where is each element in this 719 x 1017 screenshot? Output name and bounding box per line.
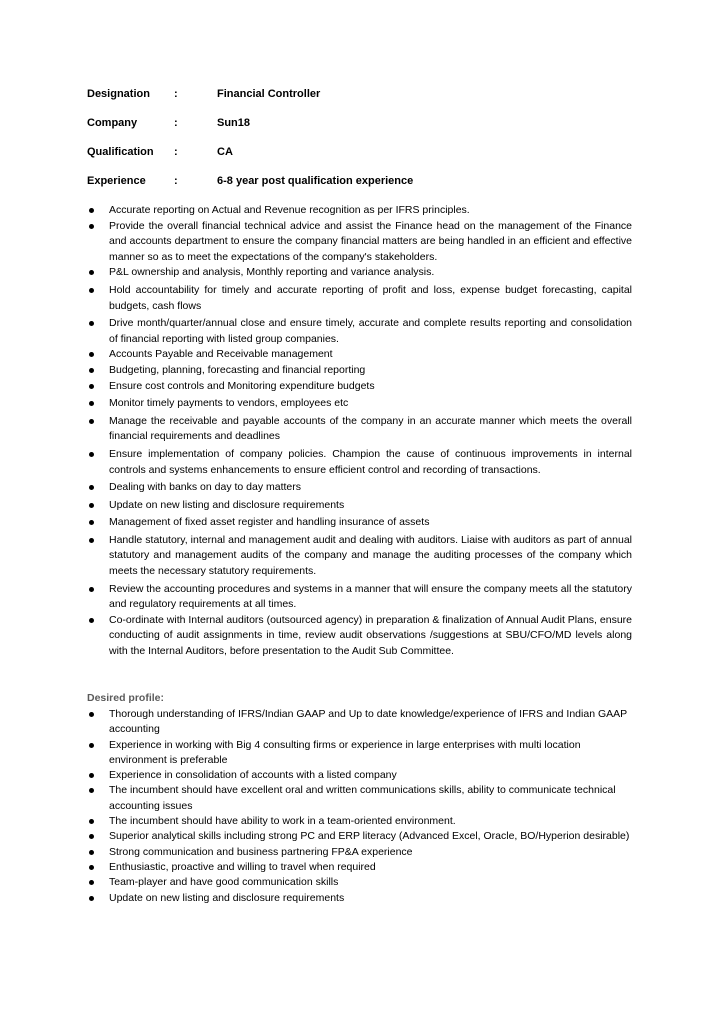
responsibility-item: Accurate reporting on Actual and Revenue recognition as per IFRS principles.: [87, 203, 632, 219]
qualification-value: CA: [217, 146, 233, 158]
responsibility-item: Monitor timely payments to vendors, employees etc: [87, 396, 632, 412]
responsibilities-list: [87, 203, 632, 660]
profile-item: Thorough understanding of IFRS/Indian GAAP and Up to date knowledge/experience of IFRS and Indian GAAP accounting: [87, 707, 632, 738]
profile-item: Experience in working with Big 4 consulting firms or experience in large enterprises with multi location environment is preferable: [87, 738, 632, 769]
responsibility-item: Review the accounting procedures and systems in a manner that will ensure the company meets all the statutory and regulatory requirements at all times.: [87, 582, 632, 613]
profile-item: Team-player and have good communication skills: [87, 875, 632, 890]
profile-item: Update on new listing and disclosure requirements: [87, 891, 632, 906]
experience-label: Experience: [87, 175, 146, 187]
responsibility-item: P&L ownership and analysis, Monthly reporting and variance analysis.: [87, 265, 632, 281]
responsibility-item: Ensure cost controls and Monitoring expenditure budgets: [87, 379, 632, 395]
responsibility-item: Handle statutory, internal and management audit and dealing with auditors. Liaise with auditors as part of annual statutory and management audits of the company and manage the auditing processes of the company which meets the necessary statutory requirements.: [87, 533, 632, 580]
responsibility-item: Management of fixed asset register and handling insurance of assets: [87, 515, 632, 531]
profile-item: Experience in consolidation of accounts with a listed company: [87, 768, 632, 783]
responsibility-item: Update on new listing and disclosure requirements: [87, 498, 632, 514]
responsibility-item: Provide the overall financial technical advice and assist the Finance head on the management of the Finance and accounts department to ensure the company financial matters are being handled in an efficient and effective manner so as to meet the expectations of the company's stakeholders.: [87, 219, 632, 266]
company-colon: :: [174, 117, 178, 129]
experience-value: 6-8 year post qualification experience: [217, 175, 414, 187]
responsibility-item: Drive month/quarter/annual close and ensure timely, accurate and complete results reporting and consolidation of financial reporting with listed group companies.: [87, 316, 632, 347]
profile-item: Superior analytical skills including strong PC and ERP literacy (Advanced Excel, Oracle, BO/Hyperion desirable): [87, 829, 632, 844]
job-summary: [87, 87, 647, 203]
responsibility-item: Hold accountability for timely and accurate reporting of profit and loss, expense budget forecasting, capital budgets, cash flows: [87, 283, 632, 314]
designation-label: Designation: [87, 88, 150, 100]
designation-row: [87, 87, 647, 116]
desired-profile-heading: Desired profile:: [87, 692, 165, 704]
experience-colon: :: [174, 175, 178, 187]
designation-value: Financial Controller: [217, 88, 321, 100]
profile-item: The incumbent should have ability to work in a team-oriented environment.: [87, 814, 632, 829]
responsibility-item: Accounts Payable and Receivable management: [87, 347, 632, 363]
designation-colon: :: [174, 88, 178, 100]
qualification-label: Qualification: [87, 146, 154, 158]
responsibility-item: Budgeting, planning, forecasting and financial reporting: [87, 363, 632, 379]
responsibility-item: Co-ordinate with Internal auditors (outsourced agency) in preparation & finalization of Annual Audit Plans, ensure conducting of audit assignments in time, review audit observations /suggestions at SBU/CFO/MD levels along with the Internal Auditors, before presentation to the Audit Sub Committee.: [87, 613, 632, 660]
desired-profile-list: [87, 707, 632, 906]
company-label: Company: [87, 117, 138, 129]
company-value: Sun18: [217, 117, 251, 129]
profile-item: Strong communication and business partnering FP&A experience: [87, 845, 632, 860]
company-row: [87, 116, 647, 145]
profile-item: Enthusiastic, proactive and willing to travel when required: [87, 860, 632, 875]
experience-row: [87, 174, 647, 203]
responsibility-item: Manage the receivable and payable accounts of the company in an accurate manner which meets the overall financial requirements and deadlines: [87, 414, 632, 445]
profile-item: The incumbent should have excellent oral and written communications skills, ability to communicate technical accounting issues: [87, 783, 632, 814]
qualification-row: [87, 145, 647, 174]
qualification-colon: :: [174, 146, 178, 158]
responsibility-item: Dealing with banks on day to day matters: [87, 480, 632, 496]
responsibility-item: Ensure implementation of company policies. Champion the cause of continuous improvements in internal controls and systems enhancements to ensure efficient control and recording of transactions.: [87, 447, 632, 478]
